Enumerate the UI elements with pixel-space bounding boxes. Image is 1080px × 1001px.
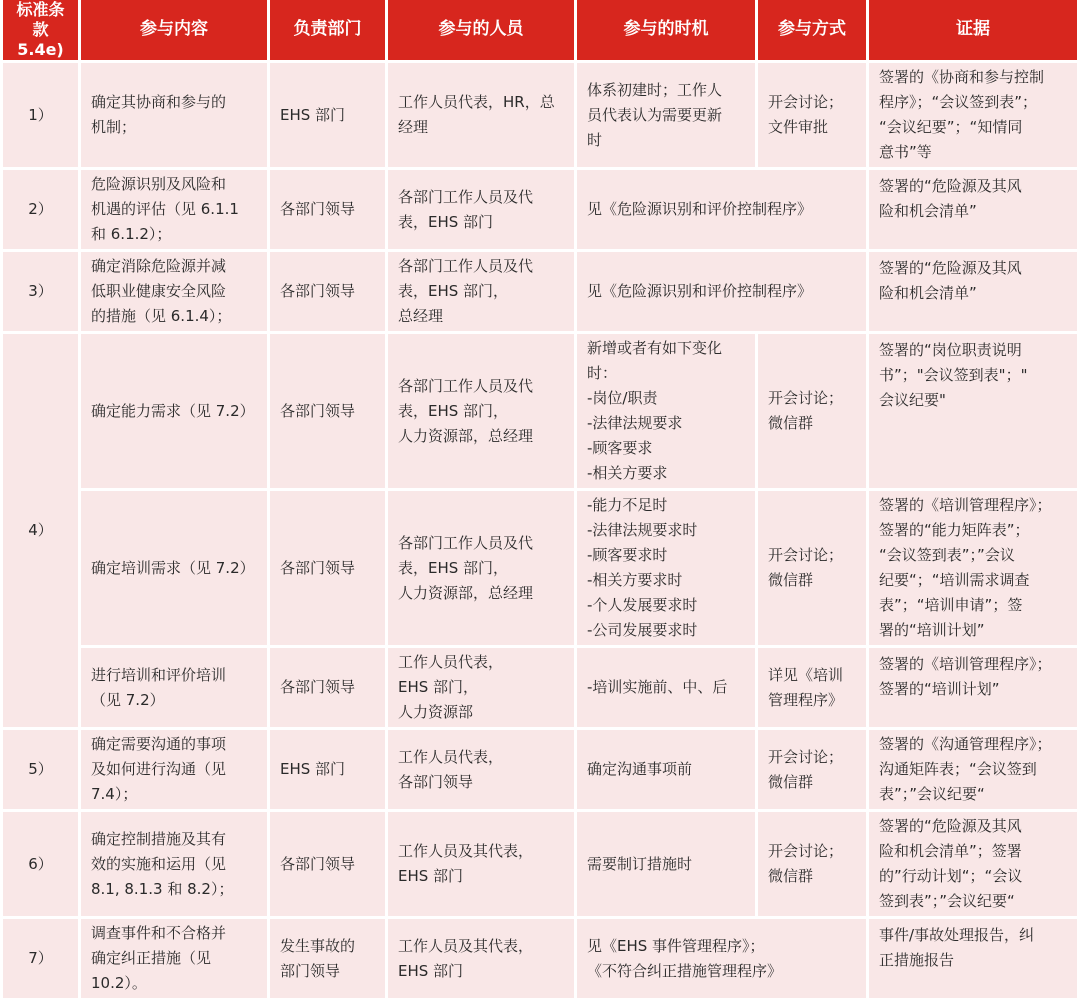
people-cell: [388, 919, 574, 998]
text-line: -法律法规要求时: [587, 521, 698, 539]
clause-number: 4）: [3, 334, 78, 727]
text-line: 微信群: [768, 414, 814, 432]
text-line: 签署的《协商和参与控制: [879, 68, 1045, 86]
text-line: 签到表”；”会议纪要“: [879, 892, 1015, 910]
people-cell: [388, 730, 574, 809]
text-line: 各部门领导: [398, 772, 474, 791]
text-line: 确定培训需求（见 7.2）: [91, 558, 255, 577]
header-row: [3, 0, 1077, 60]
text-line: 险和机会清单”: [879, 202, 977, 220]
people-cell: [388, 491, 574, 645]
people-cell: [388, 812, 574, 916]
people-cell: [388, 63, 574, 167]
text-line: 表，EHS 部门，: [398, 558, 509, 577]
text-line: 签署的“能力矩阵表”；: [879, 521, 1030, 539]
text-line: 意书”等: [879, 143, 932, 161]
text-line: 工作人员及其代表，: [398, 842, 534, 860]
header-people: 参与的人员: [388, 0, 574, 60]
evidence-cell: [869, 812, 1077, 916]
text-line: 程序》；“会议签到表”；: [879, 93, 1038, 111]
text-line: 7.4）；: [91, 785, 138, 803]
content-cell: [81, 334, 267, 488]
text-line: 进行培训和评价培训: [91, 665, 227, 684]
text-line: 签署的“危险源及其风: [879, 259, 1022, 277]
dept-cell: [270, 919, 385, 998]
content-cell: [81, 730, 267, 809]
content-cell: [81, 170, 267, 249]
text-line: -培训实施前、中、后: [587, 678, 728, 696]
text-line: 微信群: [768, 772, 814, 791]
method-cell: [758, 812, 866, 916]
text-line: 纪要“；“培训需求调查: [879, 571, 1030, 589]
text-line: 工作人员代表，: [398, 653, 504, 671]
method-cell: [758, 491, 866, 645]
text-line: 署的“培训计划”: [879, 621, 985, 639]
evidence-cell: [869, 491, 1077, 645]
text-line: 工作人员代表，HR，总: [398, 93, 555, 111]
text-line: -相关方要求时: [587, 571, 683, 589]
text-line: 险和机会清单”；签署: [879, 842, 1022, 860]
text-line: 各部门领导: [280, 282, 356, 300]
text-line: 各部门领导: [280, 401, 356, 420]
dept-cell: [270, 812, 385, 916]
dept-cell: [270, 648, 385, 727]
header-method: 参与方式: [758, 0, 866, 60]
evidence-cell: [869, 334, 1077, 488]
content-cell: [81, 252, 267, 331]
text-line: 时: [587, 130, 603, 149]
text-line: 人力资源部，总经理: [398, 426, 534, 445]
text-line: 新增或者有如下变化: [587, 339, 723, 357]
text-line: 各部门领导: [280, 558, 356, 577]
text-line: 详见《培训: [768, 665, 844, 684]
dept-cell: [270, 252, 385, 331]
text-line: 员代表认为需要更新: [587, 105, 723, 124]
text-line: 微信群: [768, 867, 814, 885]
evidence-cell: [869, 63, 1077, 167]
text-line: 开会讨论；: [768, 546, 844, 564]
content-cell: [81, 648, 267, 727]
header-clause: 标准条款5.4e): [3, 0, 78, 60]
header-dept: 负责部门: [270, 0, 385, 60]
text-line: 确定纠正措施（见: [91, 949, 212, 967]
text-line: 签署的《培训管理程序》；: [879, 496, 1052, 514]
text-line: 开会讨论；: [768, 747, 844, 766]
evidence-cell: [869, 648, 1077, 727]
timing-cell: [577, 648, 755, 727]
text-line: EHS 部门: [398, 867, 464, 885]
text-line: 危险源识别及风险和: [91, 175, 227, 193]
text-line: -公司发展要求时: [587, 621, 698, 639]
text-line: 8.1, 8.1.3 和 8.2）；: [91, 879, 234, 898]
timing-method-cell: [577, 252, 866, 331]
text-line: -个人发展要求时: [587, 596, 698, 614]
content-cell: [81, 63, 267, 167]
method-cell: [758, 334, 866, 488]
text-line: 签署的“危险源及其风: [879, 177, 1022, 195]
text-line: 10.2）。: [91, 974, 147, 992]
timing-method-cell: [577, 170, 866, 249]
text-line: （见 7.2）: [91, 690, 165, 709]
text-line: 效的实施和运用（见: [91, 854, 227, 873]
text-line: 《不符合纠正措施管理程序》: [587, 961, 783, 980]
text-line: 总经理: [398, 307, 444, 325]
text-line: -法律法规要求: [587, 414, 683, 432]
table-row: [3, 252, 1077, 331]
people-cell: [388, 648, 574, 727]
text-line: 险和机会清单”: [879, 284, 977, 302]
text-line: 人力资源部: [398, 703, 474, 721]
text-line: 发生事故的: [280, 936, 356, 955]
text-line: 签署的“岗位职责说明: [879, 341, 1022, 359]
text-line: 体系初建时；工作人: [587, 80, 723, 99]
text-line: EHS 部门: [280, 105, 346, 124]
clause-number: 6）: [3, 812, 78, 916]
text-line: 机遇的评估（见 6.1.1: [91, 200, 239, 218]
text-line: 签署的“培训计划”: [879, 680, 1000, 698]
content-cell: [81, 812, 267, 916]
text-line: 沟通矩阵表；“会议签到: [879, 760, 1037, 778]
text-line: 确定控制措施及其有: [91, 829, 227, 848]
people-cell: [388, 170, 574, 249]
text-line: -相关方要求: [587, 464, 668, 482]
text-line: 开会讨论；: [768, 93, 844, 111]
dept-cell: [270, 63, 385, 167]
text-line: 表，EHS 部门，: [398, 282, 509, 300]
text-line: 确定其协商和参与的: [91, 93, 227, 111]
dept-cell: [270, 334, 385, 488]
table-row: [3, 919, 1077, 998]
text-line: 工作人员及其代表，: [398, 936, 534, 955]
evidence-cell: [869, 170, 1077, 249]
content-cell: [81, 919, 267, 998]
text-line: 开会讨论；: [768, 842, 844, 860]
table-row: [3, 63, 1077, 167]
clause-number: 2）: [3, 170, 78, 249]
text-line: 调查事件和不合格并: [91, 924, 227, 942]
clause-number: 5）: [3, 730, 78, 809]
text-line: -能力不足时: [587, 496, 668, 514]
timing-cell: [577, 491, 755, 645]
dept-cell: [270, 491, 385, 645]
clause-number: 7）: [3, 919, 78, 998]
content-cell: [81, 491, 267, 645]
text-line: “会议纪要”；“知情同: [879, 118, 1023, 136]
text-line: 管理程序》: [768, 690, 844, 709]
dept-cell: [270, 730, 385, 809]
text-line: 各部门领导: [280, 678, 356, 696]
text-line: 确定能力需求（见 7.2）: [91, 401, 255, 420]
text-line: EHS 部门: [280, 760, 346, 778]
text-line: 见《EHS 事件管理程序》；: [587, 936, 765, 955]
table-row: [3, 491, 1077, 645]
text-line: 文件审批: [768, 118, 829, 136]
text-line: 确定需要沟通的事项: [91, 735, 227, 753]
text-line: 各部门工作人员及代: [398, 257, 534, 275]
text-line: 见《危险源识别和评价控制程序》: [587, 200, 813, 218]
people-cell: [388, 334, 574, 488]
text-line: 各部门工作人员及代: [398, 376, 534, 395]
text-line: 的”行动计划“；“会议: [879, 867, 1023, 885]
text-line: 开会讨论；: [768, 389, 844, 407]
method-cell: [758, 730, 866, 809]
text-line: 机制；: [91, 118, 137, 136]
people-cell: [388, 252, 574, 331]
text-line: 正措施报告: [879, 951, 955, 969]
text-line: 各部门工作人员及代: [398, 187, 534, 206]
text-line: 部门领导: [280, 961, 341, 980]
text-line: 签署的《沟通管理程序》；: [879, 735, 1052, 753]
text-line: 经理: [398, 118, 429, 136]
header-evidence: 证据: [869, 0, 1077, 60]
header-timing: 参与的时机: [577, 0, 755, 60]
text-line: -顾客要求: [587, 439, 653, 457]
clause-number: 3）: [3, 252, 78, 331]
evidence-cell: [869, 730, 1077, 809]
text-line: 及如何进行沟通（见: [91, 760, 227, 778]
text-line: 人力资源部，总经理: [398, 583, 534, 602]
method-cell: [758, 63, 866, 167]
evidence-cell: [869, 252, 1077, 331]
text-line: 工作人员代表，: [398, 747, 504, 766]
method-cell: [758, 648, 866, 727]
evidence-cell: [869, 919, 1077, 998]
text-line: -顾客要求时: [587, 546, 668, 564]
timing-cell: [577, 63, 755, 167]
timing-cell: [577, 334, 755, 488]
text-line: 需要制订措施时: [587, 854, 693, 873]
table-row: [3, 648, 1077, 727]
text-line: 事件/事故处理报告，纠: [879, 926, 1035, 944]
table-row: [3, 170, 1077, 249]
text-line: 的措施（见 6.1.4）；: [91, 307, 232, 325]
text-line: 微信群: [768, 571, 814, 589]
text-line: 表”；”会议纪要“: [879, 785, 985, 803]
text-line: 书”；"会议签到表"；": [879, 366, 1028, 384]
text-line: 各部门领导: [280, 854, 356, 873]
text-line: 和 6.1.2）；: [91, 225, 172, 243]
text-line: 各部门工作人员及代: [398, 533, 534, 552]
text-line: EHS 部门: [398, 961, 464, 980]
clause-number: 1）: [3, 63, 78, 167]
table-row: [3, 812, 1077, 916]
text-line: 见《危险源识别和评价控制程序》: [587, 282, 813, 300]
text-line: 确定消除危险源并减: [91, 257, 227, 275]
text-line: 签署的“危险源及其风: [879, 817, 1022, 835]
text-line: 时：: [587, 364, 618, 382]
text-line: 确定沟通事项前: [587, 760, 693, 778]
text-line: 各部门领导: [280, 200, 356, 218]
text-line: “会议签到表”；”会议: [879, 546, 1015, 564]
table-row: [3, 730, 1077, 809]
timing-method-cell: [577, 919, 866, 998]
text-line: 低职业健康安全风险: [91, 282, 227, 300]
text-line: 签署的《培训管理程序》；: [879, 655, 1052, 673]
text-line: 表，EHS 部门，: [398, 401, 509, 420]
text-line: 会议纪要": [879, 391, 946, 409]
table-row: [3, 334, 1077, 488]
text-line: 表”；“培训申请”；签: [879, 596, 1023, 614]
timing-cell: [577, 812, 755, 916]
header-content: 参与内容: [81, 0, 267, 60]
text-line: -岗位/职责: [587, 389, 658, 407]
text-line: EHS 部门，: [398, 678, 479, 696]
timing-cell: [577, 730, 755, 809]
dept-cell: [270, 170, 385, 249]
text-line: 表，EHS 部门: [398, 212, 494, 231]
